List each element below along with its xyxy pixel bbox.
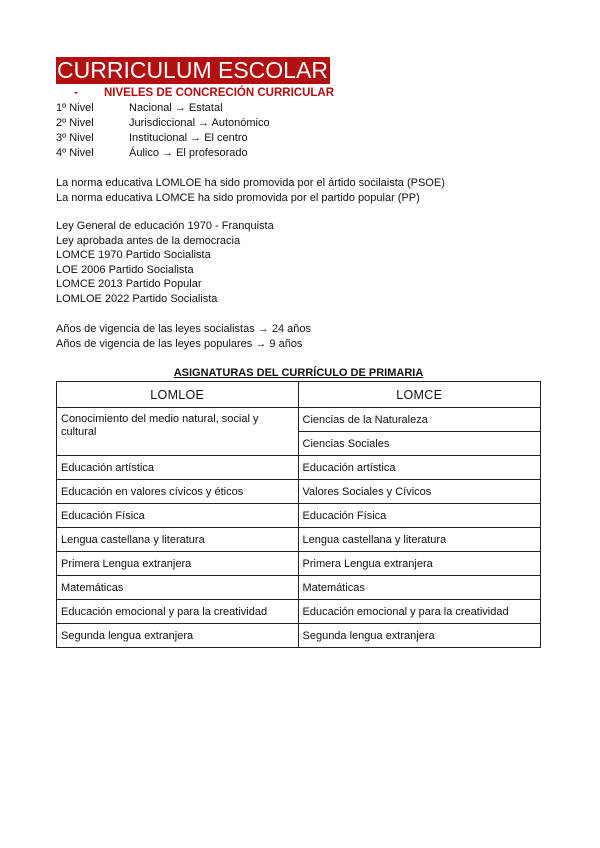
table-cell: Primera Lengua extranjera	[57, 552, 299, 576]
table-cell: Ciencias de la Naturaleza	[298, 408, 541, 432]
level-description: Institucional → El centro	[129, 132, 248, 144]
norm-line: La norma educativa LOMCE ha sido promovida por el partido popular (PP)	[56, 191, 420, 204]
table-cell: Lengua castellana y literatura	[298, 528, 541, 552]
table-cell: Lengua castellana y literatura	[57, 528, 299, 552]
table-cell: Educación en valores cívicos y éticos	[57, 480, 299, 504]
header-lomloe: LOMLOE	[57, 382, 299, 408]
level-description: Áulico → El profesorado	[129, 147, 248, 159]
subjects-table	[56, 381, 541, 648]
level-row	[56, 116, 270, 131]
table-cell: Primera Lengua extranjera	[298, 552, 541, 576]
table-cell: Educación emocional y para la creatividad	[298, 600, 541, 624]
table-cell: Matemáticas	[298, 576, 541, 600]
table-cell: Valores Sociales y Cívicos	[298, 480, 541, 504]
table-row	[57, 576, 541, 600]
table-title: ASIGNATURAS DEL CURRÍCULO DE PRIMARIA	[173, 367, 424, 379]
section-heading-text: NIVELES DE CONCRECIÓN CURRICULAR	[104, 87, 335, 99]
header-lomce: LOMCE	[298, 382, 541, 408]
table-row	[57, 600, 541, 624]
table-row	[57, 552, 541, 576]
norm-line: La norma educativa LOMLOE ha sido promovida por el ártido socilaista (PSOE)	[56, 177, 445, 189]
law-line: LOE 2006 Partido Socialista	[56, 263, 194, 276]
levels-list	[56, 101, 270, 161]
level-description: Nacional → Estatal	[129, 102, 223, 114]
level-label: 4º Nivel	[56, 147, 94, 159]
validity-line: Años de vigencia de las leyes populares → 9 años	[56, 337, 303, 350]
table-cell: Segunda lengua extranjera	[298, 624, 541, 648]
table-cell: Educación artística	[298, 456, 541, 480]
table-cell: Educación Física	[57, 504, 299, 528]
level-row	[56, 131, 270, 146]
table-cell: Educación artística	[57, 456, 299, 480]
table-row	[57, 456, 541, 480]
level-row	[56, 146, 270, 161]
level-row	[56, 101, 270, 116]
table-cell: Ciencias Sociales	[298, 432, 541, 456]
law-line: LOMLOE 2022 Partido Socialista	[56, 292, 218, 305]
table-row	[57, 624, 541, 648]
table-cell: Segunda lengua extranjera	[57, 624, 299, 648]
law-line: Ley General de educación 1970 - Franquista	[56, 220, 274, 232]
law-line: Ley aprobada antes de la democracia	[56, 234, 241, 247]
section-heading	[74, 87, 334, 99]
law-line: LOMCE 1970 Partido Socialista	[56, 249, 211, 262]
table-row	[57, 504, 541, 528]
validity-paragraph	[56, 322, 311, 351]
table-row	[57, 408, 541, 432]
laws-list	[56, 219, 274, 307]
table-cell: Educación emocional y para la creatividad	[57, 600, 299, 624]
validity-line: Años de vigencia de las leyes socialistas → 24 años	[56, 323, 311, 335]
table-cell: Matemáticas	[57, 576, 299, 600]
norms-paragraph	[56, 176, 445, 205]
document-title: CURRICULUM ESCOLAR	[57, 57, 328, 83]
level-description: Jurisdiccional → Autonómico	[129, 117, 270, 129]
table-cell: Educación Física	[298, 504, 541, 528]
law-line: LOMCE 2013 Partido Popular	[56, 278, 202, 291]
table-header-row	[57, 382, 541, 408]
level-label: 2º Nivel	[56, 117, 94, 129]
bullet-dash: -	[74, 87, 78, 99]
level-label: 3º Nivel	[56, 132, 94, 144]
table-row	[57, 528, 541, 552]
table-row	[57, 480, 541, 504]
level-label: 1º Nivel	[56, 102, 94, 114]
table-cell: Conocimiento del medio natural, social y cultural	[57, 408, 299, 456]
